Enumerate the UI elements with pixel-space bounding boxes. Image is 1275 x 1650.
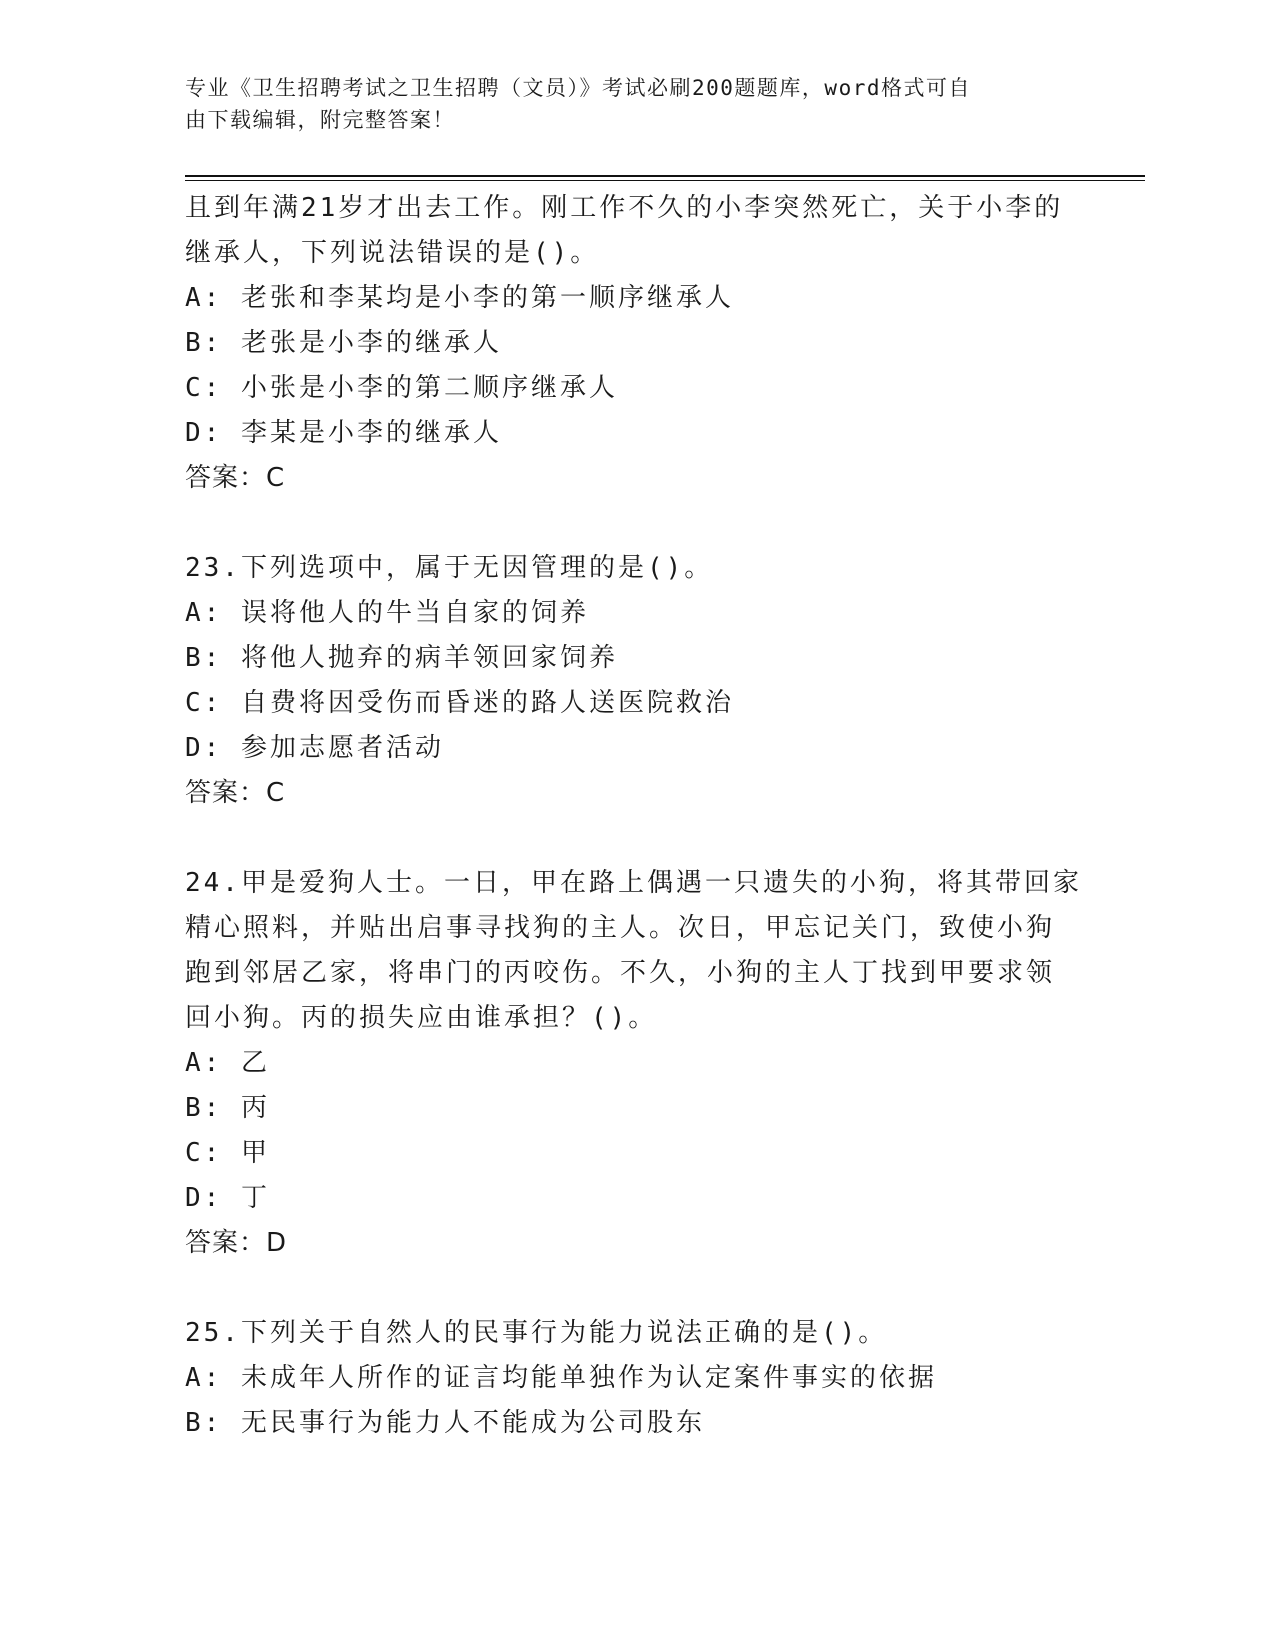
header-line-1: 专业《卫生招聘考试之卫生招聘（文员）》考试必刷200题题库，word格式可自 — [185, 76, 971, 100]
question-stem-line: 继承人，下列说法错误的是()。 — [185, 238, 600, 268]
option-b: B: 无民事行为能力人不能成为公司股东 — [185, 1408, 705, 1438]
header-line-2: 由下载编辑，附完整答案！ — [185, 108, 455, 132]
question-spacer — [185, 1266, 1085, 1311]
page-header — [185, 72, 1065, 136]
question-stem-line: 24.甲是爱狗人士。一日，甲在路上偶遇一只遗失的小狗，将其带回家 — [185, 868, 1082, 898]
question-24 — [185, 861, 1085, 1266]
option-a: A: 误将他人的牛当自家的饲养 — [185, 598, 589, 628]
question-spacer — [185, 816, 1085, 861]
question-25 — [185, 1311, 1085, 1446]
option-b: B: 丙 — [185, 1093, 270, 1123]
option-c: C: 自费将因受伤而昏迷的路人送医院救治 — [185, 688, 734, 718]
option-c: C: 甲 — [185, 1138, 270, 1168]
answer-line: 答案：C — [185, 778, 286, 808]
option-d: D: 参加志愿者活动 — [185, 733, 444, 763]
answer-line: 答案：D — [185, 1228, 288, 1258]
question-23 — [185, 546, 1085, 816]
option-a: A: 未成年人所作的证言均能单独作为认定案件事实的依据 — [185, 1363, 937, 1393]
question-stem-line: 且到年满21岁才出去工作。刚工作不久的小李突然死亡，关于小李的 — [185, 193, 1064, 223]
option-d: D: 李某是小李的继承人 — [185, 418, 502, 448]
header-divider — [185, 175, 1145, 177]
document-body — [185, 186, 1085, 1446]
question-continuation — [185, 186, 1085, 501]
question-stem-line: 25.下列关于自然人的民事行为能力说法正确的是()。 — [185, 1318, 888, 1348]
question-stem-line: 23.下列选项中，属于无因管理的是()。 — [185, 553, 714, 583]
option-b: B: 老张是小李的继承人 — [185, 328, 502, 358]
option-a: A: 乙 — [185, 1048, 270, 1078]
answer-line: 答案：C — [185, 463, 286, 493]
question-spacer — [185, 501, 1085, 546]
option-d: D: 丁 — [185, 1183, 270, 1213]
option-c: C: 小张是小李的第二顺序继承人 — [185, 373, 618, 403]
question-stem-line: 回小狗。丙的损失应由谁承担？()。 — [185, 1003, 658, 1033]
option-b: B: 将他人抛弃的病羊领回家饲养 — [185, 643, 618, 673]
question-stem-line: 精心照料，并贴出启事寻找狗的主人。次日，甲忘记关门，致使小狗 — [185, 913, 1056, 943]
header-divider-thin — [185, 180, 1145, 181]
question-stem-line: 跑到邻居乙家，将串门的丙咬伤。不久，小狗的主人丁找到甲要求领 — [185, 958, 1056, 988]
option-a: A: 老张和李某均是小李的第一顺序继承人 — [185, 283, 734, 313]
